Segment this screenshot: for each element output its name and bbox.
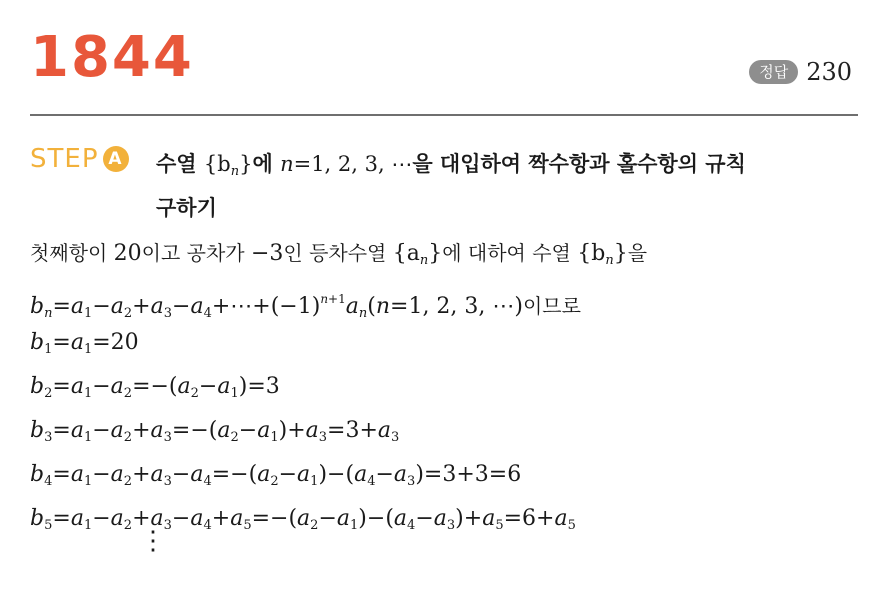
text: 인 등차수열 [283, 241, 393, 265]
definition-suffix: 이므로 [522, 294, 581, 318]
equation-b3: $b_3=a_1-a_2+a_3=-(a_2-a_1)+a_3=3+a_3$ [30, 418, 400, 445]
math-brace-close: } [239, 152, 253, 176]
text: 첫째항이 [30, 241, 114, 265]
math-n: n [280, 152, 294, 176]
answer-box [749, 58, 852, 86]
text: 이고 공차가 [141, 241, 251, 265]
step-title-text: 수열 [156, 152, 204, 176]
step-badge-icon: A [103, 146, 129, 172]
step-title-text: 에 [252, 152, 281, 176]
math-difference: −3 [250, 241, 284, 266]
problem-number: 1844 [30, 25, 194, 90]
answer-value: 230 [806, 58, 852, 86]
equation-b4: $b_4=a_1-a_2+a_3-a_4=-(a_2-a_1)-(a_4-a_3)=3+3=6$ [30, 462, 522, 489]
vertical-ellipsis: ⋮ [140, 526, 166, 556]
step-title-math [280, 152, 412, 176]
answer-badge: 정답 [749, 60, 798, 84]
equation-b1: $b_1=a_1=20$ [30, 330, 139, 357]
math-values: =1, 2, 3, ⋯ [293, 152, 413, 176]
step-title-text: 을 대입하여 짝수항과 홀수항의 규칙 [412, 152, 746, 176]
text: 에 대하여 수열 [442, 241, 578, 265]
math-sub: n [230, 164, 240, 179]
math-sub: n [605, 253, 614, 268]
step-title [156, 146, 856, 226]
math-brace-b: {b [577, 241, 606, 266]
step-label-text: STEP [30, 144, 99, 174]
math-brace-close: } [428, 241, 443, 266]
math-first-term: 20 [113, 241, 142, 266]
equation-b2: $b_2=a_1-a_2=-(a_2-a_1)=3$ [30, 374, 280, 401]
math-brace-a: {a [392, 241, 420, 266]
text: 을 [627, 241, 648, 265]
math-brace-close: } [613, 241, 628, 266]
math-sub: n [419, 253, 429, 268]
header-divider [30, 114, 858, 116]
step-title-text: 구하기 [156, 196, 217, 220]
intro-line [30, 237, 647, 277]
equation-b5: $b_5=a_1-a_2+a_3-a_4+a_5=-(a_2-a_1)-(a_4-a_3)+a_5=6+a_5$ [30, 506, 576, 533]
step-label [30, 144, 129, 174]
definition-line: $b_n=a_1-a_2+a_3-a_4+\cdots+(-1)^{n+1}a_n(n=1$, 2, 3, ⋯)이므로 [30, 292, 581, 321]
step-title-math [203, 152, 253, 179]
math-brace-b: {b [203, 152, 231, 176]
